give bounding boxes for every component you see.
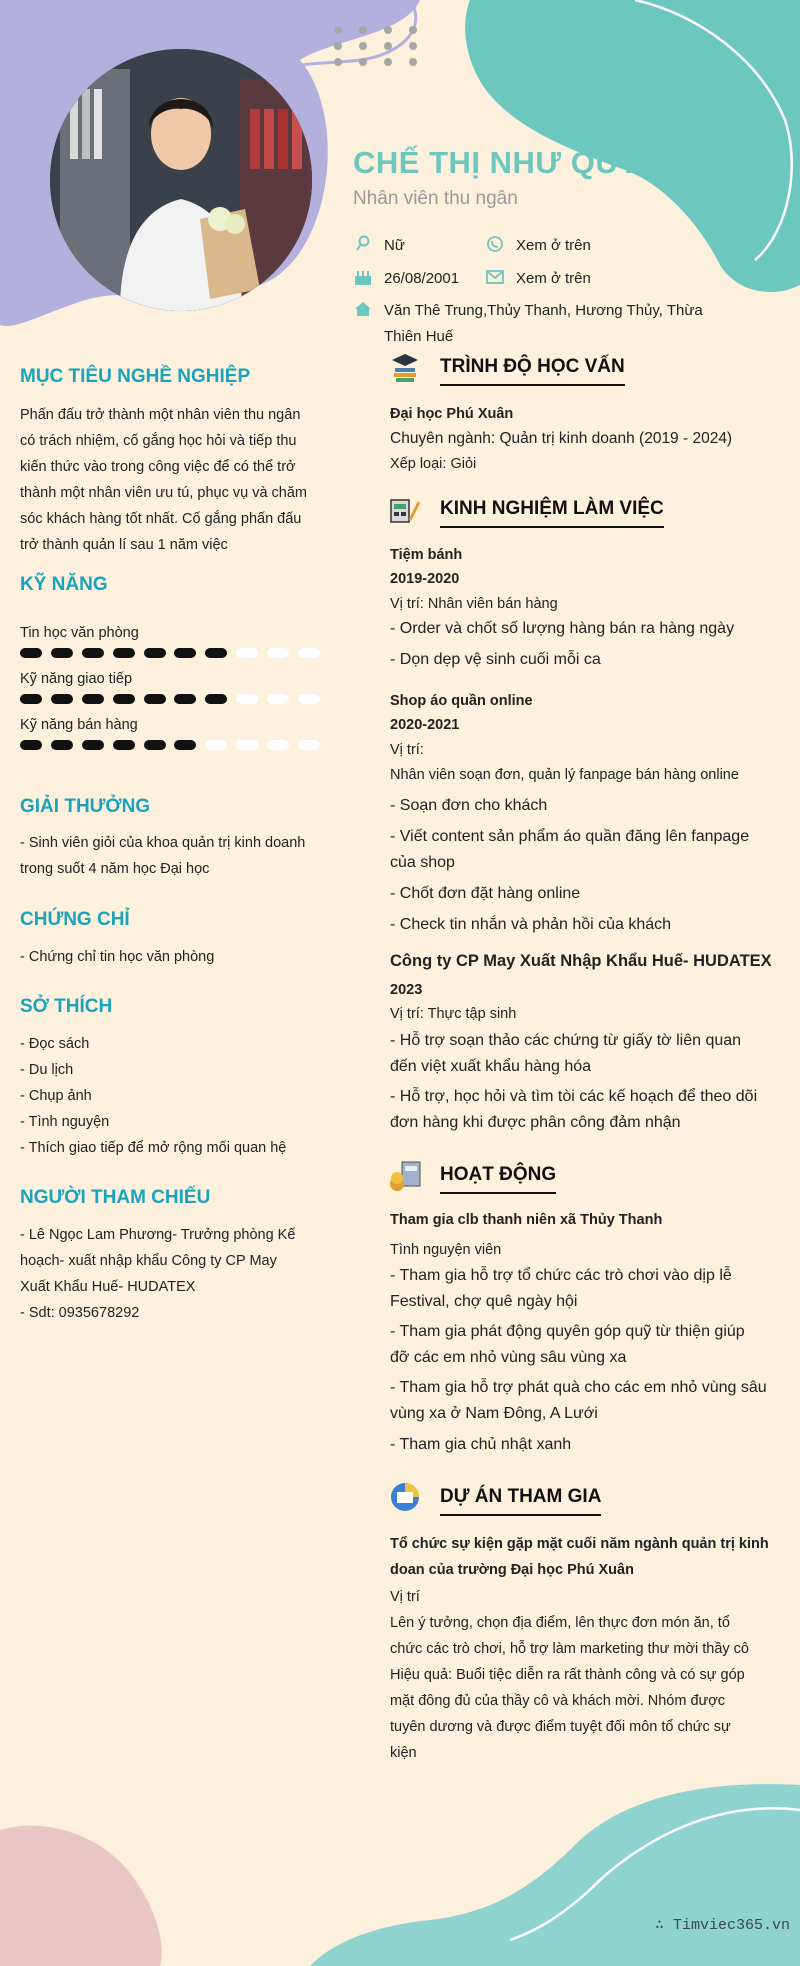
reference-line: Xuất Khẩu Huế- HUDATEX bbox=[20, 1279, 196, 1295]
awards-text bbox=[20, 830, 330, 882]
job-task-line: đơn hàng khi được phân công đảm nhận bbox=[390, 1114, 681, 1131]
skill-dot-filled bbox=[205, 694, 227, 704]
job-task: - Check tin nhắn và phản hồi của khách bbox=[390, 916, 672, 933]
education-title: TRÌNH ĐỘ HỌC VẤN bbox=[440, 356, 625, 386]
activity-item bbox=[390, 1375, 770, 1427]
skill-dot-filled bbox=[20, 694, 42, 704]
skill-meter bbox=[20, 694, 320, 704]
project-line: chức các trò chơi, hỗ trợ làm marketing thư mời thầy cô bbox=[390, 1641, 749, 1657]
job-company: Tiệm bánh bbox=[390, 547, 463, 563]
job-task-line: - Viết content sản phẩm áo quần đăng lên fanpage bbox=[390, 828, 750, 845]
certificates-text bbox=[20, 944, 330, 970]
hobby-item: - Du lịch bbox=[20, 1062, 74, 1078]
job-period: 2020-2021 bbox=[390, 717, 460, 733]
skills-title: KỸ NĂNG bbox=[20, 574, 108, 595]
objective-line: Phấn đấu trở thành một nhân viên thu ngân bbox=[20, 407, 301, 423]
certificates-title: CHỨNG CHỈ bbox=[20, 909, 130, 930]
skill-dot-filled bbox=[82, 648, 104, 658]
reference-line: hoạch- xuất nhập khẩu Công ty CP May bbox=[20, 1253, 277, 1269]
skill-label: Kỹ năng giao tiếp bbox=[20, 671, 133, 687]
reference-line: - Sdt: 0935678292 bbox=[20, 1305, 140, 1321]
activity-line: vùng xa ở Nam Đông, A Lưới bbox=[390, 1405, 598, 1422]
job-period: 2023 bbox=[390, 982, 423, 998]
job-position: Vị trí: Nhân viên bán hàng bbox=[390, 596, 558, 612]
activity-item: - Tham gia chủ nhật xanh bbox=[390, 1436, 572, 1453]
skill-label: Tin học văn phòng bbox=[20, 625, 139, 641]
awards-title: GIẢI THƯỞNG bbox=[20, 796, 151, 817]
skill-dot-empty bbox=[298, 648, 320, 658]
project-line: Hiệu quả: Buổi tiệc diễn ra rất thành công và có sự góp bbox=[390, 1667, 745, 1683]
hobbies-title: SỞ THÍCH bbox=[20, 996, 113, 1017]
skill-dot-filled bbox=[82, 694, 104, 704]
skill-dot-empty bbox=[236, 648, 258, 658]
activity-line: - Tham gia hỗ trợ phát quà cho các em nhỏ vùng sâu bbox=[390, 1379, 767, 1396]
project-name-line: Tổ chức sự kiện gặp mặt cuối năm ngành quản trị kinh bbox=[390, 1536, 769, 1552]
skill-dot-empty bbox=[267, 648, 289, 658]
job-position: Vị trí: bbox=[390, 742, 424, 758]
hobby-item: - Chụp ảnh bbox=[20, 1088, 92, 1104]
phone-value: Xem ở trên bbox=[516, 237, 591, 254]
address-line-1: Văn Thê Trung,Thủy Thanh, Hương Thủy, Thừa bbox=[384, 302, 703, 319]
rank: Xếp loại: Giỏi bbox=[390, 456, 477, 472]
skill-dot-filled bbox=[144, 648, 166, 658]
phone-icon bbox=[486, 235, 504, 253]
address-line-2: Thiên Huế bbox=[384, 328, 454, 345]
skill-dot-filled bbox=[51, 648, 73, 658]
activity-org: Tham gia clb thanh niên xã Thủy Thanh bbox=[390, 1212, 663, 1228]
project-line: tuyên dương và được điểm tuyệt đối môn tổ chức sự bbox=[390, 1719, 731, 1735]
job-company: Công ty CP May Xuất Nhập Khẩu Huế- HUDATEX bbox=[390, 952, 772, 970]
activity-line: - Tham gia hỗ trợ tổ chức các trò chơi vào dịp lễ bbox=[390, 1267, 732, 1284]
mail-icon bbox=[486, 268, 504, 286]
hobby-item: - Thích giao tiếp để mở rộng mối quan hệ bbox=[20, 1140, 287, 1156]
project-line: Lên ý tưởng, chọn địa điểm, lên thực đơn món ăn, tổ bbox=[390, 1615, 730, 1631]
project-description bbox=[390, 1610, 770, 1766]
project-name bbox=[390, 1531, 770, 1583]
skill-dot-filled bbox=[144, 740, 166, 750]
school-name: Đại học Phú Xuân bbox=[390, 406, 514, 422]
job-task: - Order và chốt số lượng hàng bán ra hàng ngày bbox=[390, 620, 735, 637]
job-position: Vị trí: Thực tập sinh bbox=[390, 1006, 517, 1022]
skill-dot-empty bbox=[205, 740, 227, 750]
skill-dot-empty bbox=[236, 740, 258, 750]
certificate-line: - Chứng chỉ tin học văn phòng bbox=[20, 949, 215, 965]
job-task-line: của shop bbox=[390, 854, 455, 871]
skill-dot-filled bbox=[20, 648, 42, 658]
objective-title: MỤC TIÊU NGHỀ NGHIỆP bbox=[20, 366, 251, 387]
objective-line: kiến thức vào trong công việc để có thể trở bbox=[20, 459, 296, 475]
skill-dot-filled bbox=[174, 648, 196, 658]
job-task bbox=[390, 1084, 770, 1136]
skill-label: Kỹ năng bán hàng bbox=[20, 717, 138, 733]
major: Chuyên ngành: Quản trị kinh doanh (2019 - 2024) bbox=[390, 430, 733, 447]
education-icon bbox=[388, 350, 422, 384]
candidate-role: Nhân viên thu ngân bbox=[353, 188, 518, 209]
job-task bbox=[390, 824, 770, 876]
activity-line: đỡ các em nhỏ vùng sâu vùng xa bbox=[390, 1349, 627, 1366]
references-title: NGƯỜI THAM CHIẾU bbox=[20, 1187, 211, 1208]
skill-dot-filled bbox=[174, 740, 196, 750]
skill-dot-filled bbox=[82, 740, 104, 750]
job-position-detail: Nhân viên soạn đơn, quản lý fanpage bán hàng online bbox=[390, 767, 739, 783]
skill-dot-filled bbox=[113, 740, 135, 750]
activity-item bbox=[390, 1319, 770, 1371]
skill-dot-empty bbox=[298, 694, 320, 704]
profile-photo bbox=[50, 49, 312, 311]
job-task: - Dọn dẹp vệ sinh cuối mỗi ca bbox=[390, 651, 601, 668]
project-line: mặt đông đủ của thầy cô và khách mời. Nhóm được bbox=[390, 1693, 725, 1709]
gender-icon bbox=[354, 235, 372, 253]
skill-dot-filled bbox=[205, 648, 227, 658]
skill-dot-filled bbox=[20, 740, 42, 750]
activity-role: Tình nguyện viên bbox=[390, 1242, 502, 1258]
experience-icon bbox=[388, 492, 422, 526]
projects-icon bbox=[388, 1480, 422, 1514]
skill-dot-empty bbox=[267, 740, 289, 750]
activities-title: HOẠT ĐỘNG bbox=[440, 1164, 556, 1194]
job-period: 2019-2020 bbox=[390, 571, 460, 587]
hobby-item: - Tình nguyện bbox=[20, 1114, 110, 1130]
job-task-line: đến việt xuất khẩu hàng hóa bbox=[390, 1058, 592, 1075]
candidate-name: CHẾ THỊ NHƯ QUỲNH bbox=[353, 145, 686, 180]
skill-dot-filled bbox=[113, 694, 135, 704]
awards-line: trong suốt 4 năm học Đại học bbox=[20, 861, 210, 877]
skill-meter bbox=[20, 648, 320, 658]
reference-line: - Lê Ngọc Lam Phương- Trưởng phòng Kế bbox=[20, 1227, 296, 1243]
objective-line: trở thành quản lí sau 1 năm việc bbox=[20, 537, 228, 553]
skill-dot-filled bbox=[174, 694, 196, 704]
job-task: - Chốt đơn đặt hàng online bbox=[390, 885, 581, 902]
skill-dot-empty bbox=[298, 740, 320, 750]
dob-value: 26/08/2001 bbox=[384, 270, 460, 287]
home-icon bbox=[354, 300, 372, 318]
skill-dot-filled bbox=[113, 648, 135, 658]
experience-title: KINH NGHIỆM LÀM VIỆC bbox=[440, 498, 664, 528]
skill-dot-empty bbox=[236, 694, 258, 704]
skill-dot-filled bbox=[144, 694, 166, 704]
skill-meter bbox=[20, 740, 320, 750]
activity-item bbox=[390, 1263, 770, 1315]
objective-text bbox=[20, 402, 320, 558]
hobbies-list bbox=[20, 1031, 330, 1161]
objective-line: sóc khách hàng tốt nhất. Cố gắng phấn đấu bbox=[20, 511, 302, 527]
references-text bbox=[20, 1222, 320, 1326]
hobby-item: - Đọc sách bbox=[20, 1036, 90, 1052]
calendar-icon bbox=[354, 268, 372, 286]
job-task: - Soạn đơn cho khách bbox=[390, 797, 548, 814]
email-value: Xem ở trên bbox=[516, 270, 591, 287]
objective-line: thành một nhân viên ưu tú, phục vụ và chăm bbox=[20, 485, 307, 501]
job-task bbox=[390, 1028, 770, 1080]
job-company: Shop áo quần online bbox=[390, 693, 533, 709]
awards-line: - Sinh viên giỏi của khoa quản trị kinh doanh bbox=[20, 835, 306, 851]
project-line: kiện bbox=[390, 1745, 417, 1761]
project-role: Vị trí bbox=[390, 1589, 420, 1605]
watermark: ∴ Timviec365.vn bbox=[655, 1917, 791, 1934]
activities-icon bbox=[388, 1158, 422, 1192]
gender-value: Nữ bbox=[384, 237, 405, 254]
projects-title: DỰ ÁN THAM GIA bbox=[440, 1486, 601, 1516]
job-task-line: - Hỗ trợ soạn thảo các chứng từ giấy tờ liên quan bbox=[390, 1032, 742, 1049]
skill-dot-filled bbox=[51, 740, 73, 750]
job-task-line: - Hỗ trợ, học hỏi và tìm tòi các kế hoạch để theo dõi bbox=[390, 1088, 758, 1105]
skill-dot-empty bbox=[267, 694, 289, 704]
skill-dot-filled bbox=[51, 694, 73, 704]
objective-line: có trách nhiệm, cố gắng học hỏi và tiếp thu bbox=[20, 433, 297, 449]
activity-line: - Tham gia phát động quyên góp quỹ từ thiện giúp bbox=[390, 1323, 745, 1340]
project-name-line: doan của trường Đại học Phú Xuân bbox=[390, 1562, 634, 1578]
activity-line: Festival, chợ quê ngày hội bbox=[390, 1293, 578, 1310]
